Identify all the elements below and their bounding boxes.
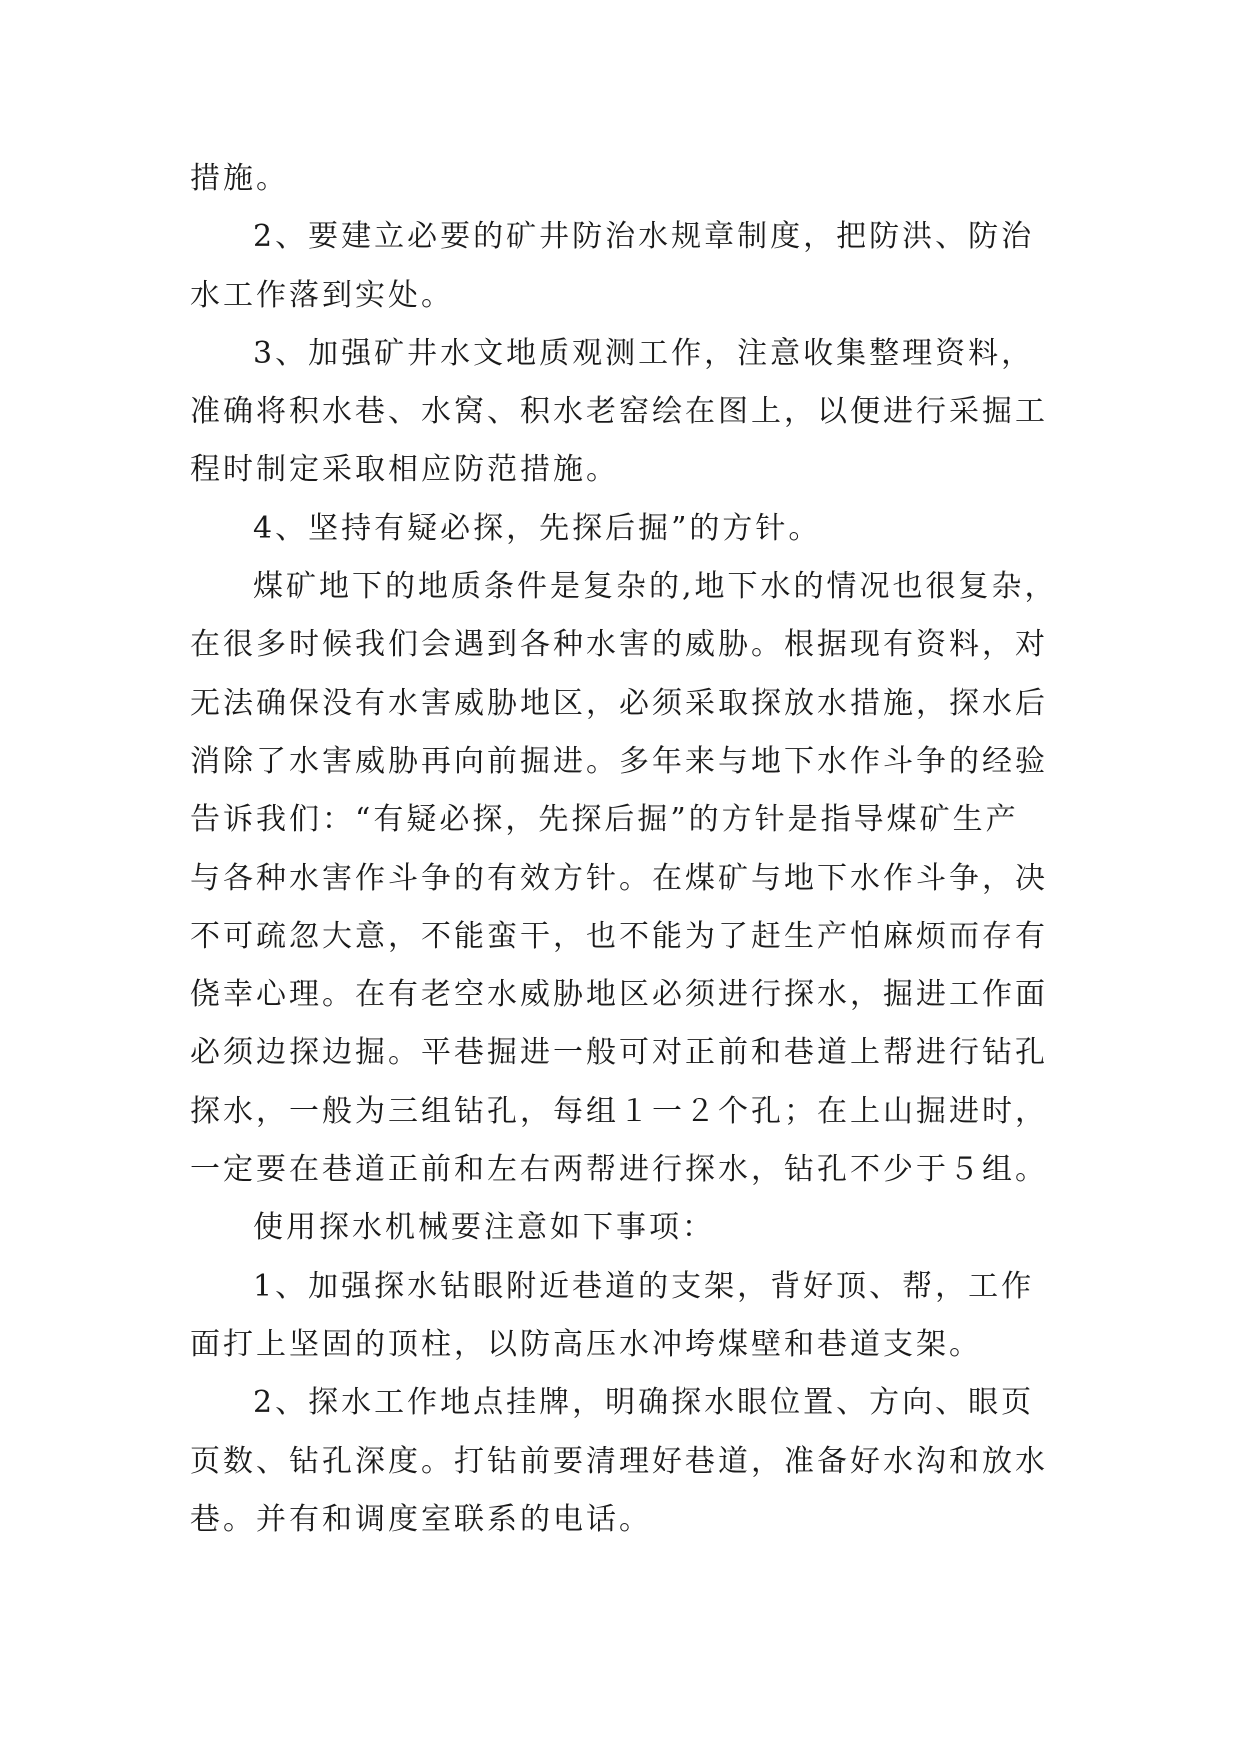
text-line: 程时制定采取相应防范措施。: [190, 452, 619, 488]
text-line: 无法确保没有水害威胁地区，必须采取探放水措施，探水后: [190, 685, 1048, 721]
text-line: 4、坚持有疑必探，先探后掘”的方针。: [253, 510, 822, 546]
text-line: 必须边探边掘。平巷掘进一般可对正前和巷道上帮进行钻孔: [190, 1035, 1048, 1071]
text-line: 与各种水害作斗争的有效方针。在煤矿与地下水作斗争，决: [190, 860, 1048, 896]
text-line: 1、加强探水钻眼附近巷道的支架，背好顶、帮，工作: [253, 1268, 1035, 1304]
text-line: 消除了水害威胁再向前掘进。多年来与地下水作斗争的经验: [190, 743, 1048, 779]
text-line: 巷。并有和调度室联系的电话。: [190, 1501, 652, 1537]
text-line: 准确将积水巷、水窝、积水老窑绘在图上，以便进行采掘工: [190, 394, 1048, 430]
document-body: [190, 150, 1070, 1549]
text-line: 页数、钻孔深度。打钻前要清理好巷道，准备好水沟和放水: [190, 1443, 1048, 1479]
text-line: 煤矿地下的地质条件是复杂的,地下水的情况也很复杂，: [253, 569, 1058, 605]
text-line: 水工作落到实处。: [190, 277, 454, 313]
text-line: 侥幸心理。在有老空水威胁地区必须进行探水，掘进工作面: [190, 977, 1048, 1013]
text-line: 告诉我们：“有疑必探，先探后掘”的方针是指导煤矿生产: [190, 802, 1019, 838]
text-line: 2、要建立必要的矿井防治水规章制度，把防洪、防治: [253, 219, 1035, 255]
text-line: 一定要在巷道正前和左右两帮进行探水，钻孔不少于５组。: [190, 1152, 1048, 1188]
text-line: 在很多时候我们会遇到各种水害的威胁。根据现有资料，对: [190, 627, 1048, 663]
text-line: 探水，一般为三组钻孔，每组１一２个孔；在上山掘进时，: [190, 1093, 1048, 1129]
text-line: 不可疏忽大意，不能蛮干，也不能为了赶生产怕麻烦而存有: [190, 918, 1048, 954]
text-line: 3、加强矿井水文地质观测工作，注意收集整理资料，: [253, 335, 1035, 371]
text-line: 面打上坚固的顶柱，以防高压水冲垮煤壁和巷道支架。: [190, 1326, 982, 1362]
text-line: 使用探水机械要注意如下事项：: [253, 1210, 715, 1246]
text-line: 2、探水工作地点挂牌，明确探水眼位置、方向、眼页: [253, 1385, 1035, 1421]
text-line: 措施。: [190, 161, 289, 196]
